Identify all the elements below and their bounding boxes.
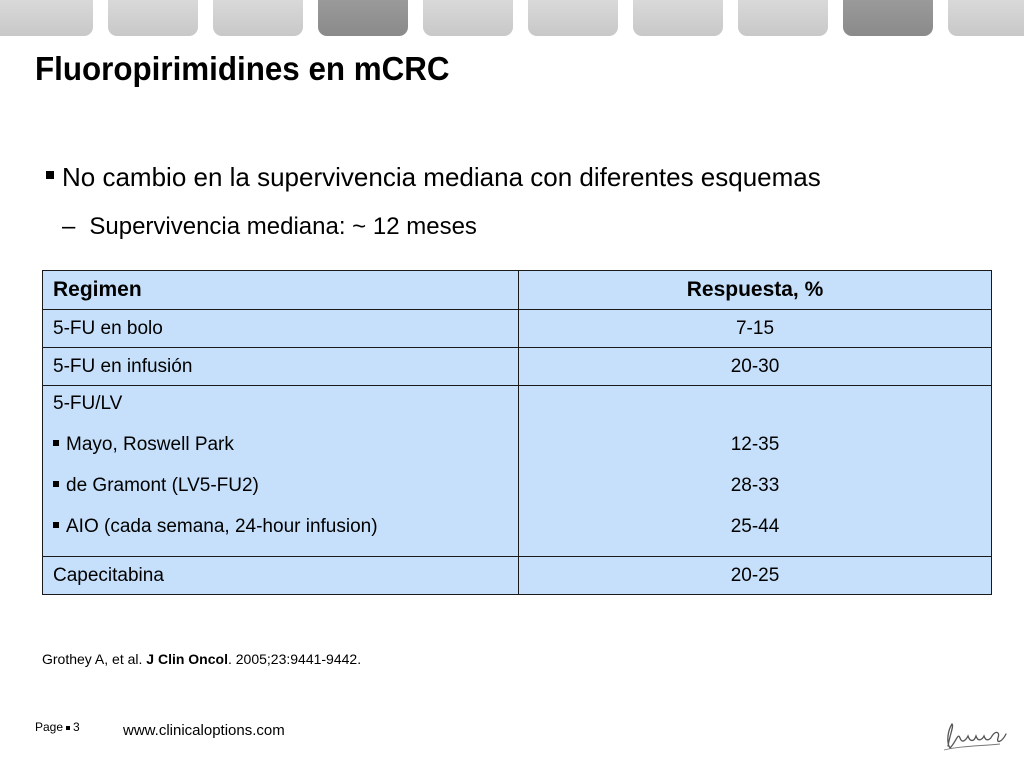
table-row	[43, 557, 992, 595]
respuesta-value: 25-44	[730, 516, 780, 537]
slide-title: Fluoropirimidines en mCRC	[35, 50, 450, 87]
column-header-respuesta: Respuesta, %	[519, 271, 992, 310]
respuesta-value: 28-33	[730, 475, 780, 496]
respuesta-value	[529, 392, 981, 433]
square-bullet-icon	[66, 726, 70, 730]
header-tab	[108, 0, 198, 36]
header-tab	[318, 0, 408, 36]
square-bullet-icon	[53, 522, 59, 528]
main-bullet-text: No cambio en la supervivencia mediana con diferentes esquemas	[62, 162, 821, 192]
regimen-group-cell	[43, 386, 519, 557]
regimen-subitem-text: AIO (cada semana, 24-hour infusion)	[66, 516, 378, 537]
header-tab	[843, 0, 933, 36]
header-tab	[423, 0, 513, 36]
page-indicator	[35, 720, 80, 734]
regimen-subitem	[53, 515, 508, 556]
dash-bullet-icon: –	[62, 213, 76, 240]
regimen-table	[42, 270, 992, 595]
reference-authors: Grothey A, et al.	[42, 651, 143, 667]
regimen-cell: 5-FU en bolo	[43, 310, 519, 348]
footer-url[interactable]: www.clinicaloptions.com	[123, 722, 285, 739]
column-header-regimen: Regimen	[43, 271, 519, 310]
square-bullet-icon	[53, 440, 59, 446]
regimen-subitem	[53, 474, 508, 515]
header-tab	[213, 0, 303, 36]
table-row	[43, 386, 992, 557]
header-tab	[738, 0, 828, 36]
header-tab	[948, 0, 1024, 36]
page-label: Page	[35, 720, 64, 734]
header-tab	[633, 0, 723, 36]
square-bullet-icon	[46, 171, 54, 179]
regimen-subitem	[53, 433, 508, 474]
respuesta-cell: 20-30	[519, 348, 992, 386]
table-row	[43, 310, 992, 348]
sub-bullet	[62, 213, 477, 241]
regimen-subitem-text: Mayo, Roswell Park	[66, 434, 234, 455]
reference-citation	[42, 651, 361, 667]
reference-journal: J Clin Oncol	[146, 651, 228, 667]
respuesta-cell: 7-15	[519, 310, 992, 348]
page-number: 3	[73, 720, 80, 734]
table-row	[43, 348, 992, 386]
header-tab-strip	[0, 0, 1024, 38]
header-tab	[3, 0, 93, 36]
respuesta-value: 12-35	[730, 434, 780, 455]
header-tab	[528, 0, 618, 36]
reference-details: . 2005;23:9441-9442.	[227, 651, 362, 667]
signature-icon	[940, 716, 1010, 754]
regimen-cell: Capecitabina	[43, 557, 519, 595]
regimen-group-title: 5-FU/LV	[53, 393, 123, 414]
sub-bullet-text: Supervivencia mediana: ~ 12 meses	[89, 213, 477, 240]
table-header-row	[43, 271, 992, 310]
respuesta-group-cell	[519, 386, 992, 557]
respuesta-cell: 20-25	[519, 557, 992, 595]
square-bullet-icon	[53, 481, 59, 487]
main-bullet	[46, 162, 821, 193]
regimen-cell: 5-FU en infusión	[43, 348, 519, 386]
regimen-subitem-text: de Gramont (LV5-FU2)	[66, 475, 259, 496]
